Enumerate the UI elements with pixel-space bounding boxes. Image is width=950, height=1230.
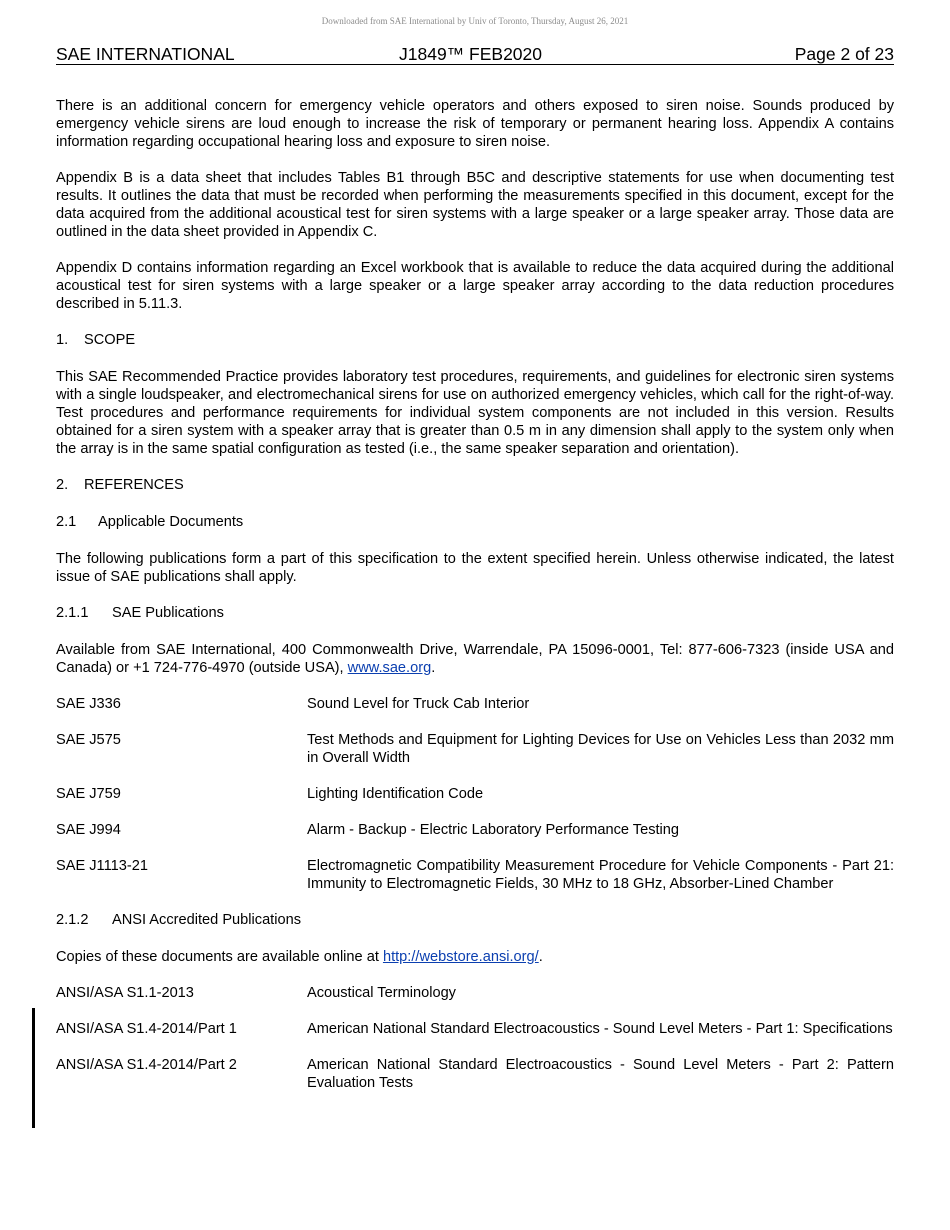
reference-code: SAE J336 bbox=[56, 696, 121, 712]
section-title: SAE Publications bbox=[112, 605, 224, 621]
intro-paragraph-appendix-d: Appendix D contains information regarding an Excel workbook that is available to reduce the data acquired during the additional acoustical test for siren systems with a large speaker or a large speaker array according to the data reduction procedures described in 5.11.3. bbox=[56, 260, 894, 312]
header-publisher: SAE INTERNATIONAL bbox=[56, 44, 235, 64]
reference-title: Sound Level for Truck Cab Interior bbox=[307, 696, 530, 712]
reference-row bbox=[56, 984, 894, 1002]
reference-title: Acoustical Terminology bbox=[307, 985, 456, 1001]
download-watermark: Downloaded from SAE International by Univ of Toronto, Thursday, August 26, 2021 bbox=[321, 16, 629, 26]
reference-code: SAE J994 bbox=[56, 822, 121, 838]
ansi-webstore-link[interactable]: http://webstore.ansi.org/ bbox=[382, 949, 539, 965]
reference-title: American National Standard Electroacoustics - Sound Level Meters - Part 2: Pattern Evaluation Tests bbox=[307, 1057, 894, 1091]
reference-code: SAE J759 bbox=[56, 786, 121, 802]
header-page-number: Page 2 of 23 bbox=[794, 44, 894, 64]
ansi-availability-paragraph bbox=[56, 948, 894, 966]
reference-title: Lighting Identification Code bbox=[307, 786, 484, 802]
sae-availability-paragraph bbox=[56, 641, 894, 677]
reference-title: American National Standard Electroacoustics - Sound Level Meters - Part 1: Specifications bbox=[307, 1021, 893, 1037]
section-title: ANSI Accredited Publications bbox=[112, 912, 302, 928]
sae-reference-list bbox=[56, 695, 894, 893]
section-heading-scope bbox=[56, 331, 894, 349]
reference-code: SAE J1113-21 bbox=[56, 858, 148, 874]
reference-code: ANSI/ASA S1.4-2014/Part 1 bbox=[56, 1021, 237, 1037]
sae-availability-text: Available from SAE International, 400 Commonwealth Drive, Warrendale, PA 15096-0001, Tel: 877-606-7323 (inside USA and Canada) or +1 724-776-4970 (outside USA), bbox=[56, 642, 894, 676]
section-number: 2.1.2 bbox=[56, 912, 89, 928]
document-body bbox=[56, 97, 894, 1110]
ansi-availability-text: Copies of these documents are available online at bbox=[56, 949, 383, 965]
applicable-documents-paragraph: The following publications form a part of this specification to the extent specified herein. Unless otherwise indicated, the latest issue of SAE publications shall apply. bbox=[56, 551, 894, 585]
reference-row bbox=[56, 785, 894, 803]
header-document-id: J1849™ FEB2020 bbox=[399, 44, 543, 64]
reference-code: ANSI/ASA S1.1-2013 bbox=[56, 985, 194, 1001]
reference-title: Alarm - Backup - Electric Laboratory Performance Testing bbox=[307, 822, 680, 838]
section-title: Applicable Documents bbox=[98, 514, 244, 530]
reference-row bbox=[56, 821, 894, 839]
section-heading-ansi-publications bbox=[56, 911, 894, 929]
intro-paragraph-hearing-loss: There is an additional concern for emergency vehicle operators and others exposed to siren noise. Sounds produced by emergency vehicle sirens are loud enough to increase the risk of temporary or permanent hearing loss. Appendix A contains information regarding occupational hearing loss and exposure to siren noise. bbox=[56, 98, 894, 150]
section-heading-applicable-documents bbox=[56, 513, 894, 531]
ansi-availability-suffix: . bbox=[538, 949, 543, 965]
section-number: 2.1 bbox=[56, 514, 77, 530]
reference-row bbox=[56, 1020, 894, 1038]
reference-row bbox=[56, 1056, 894, 1092]
intro-paragraph-appendix-b: Appendix B is a data sheet that includes Tables B1 through B5C and descriptive statements for use when documenting test results. It outlines the data that must be recorded when performing the measurements specified in this document, except for the data acquired from the additional acoustical test for siren systems with a large speaker or a large speaker array. Those data are outlined in the data sheet provided in Appendix C. bbox=[56, 170, 894, 240]
section-title: SCOPE bbox=[84, 332, 136, 348]
sae-website-link[interactable]: www.sae.org bbox=[347, 660, 432, 676]
revision-change-bar bbox=[32, 1008, 35, 1128]
reference-title: Electromagnetic Compatibility Measurement Procedure for Vehicle Components - Part 21: Immunity to Electromagnetic Fields, 30 MHz to 18 GHz, Absorber-Lined Chamber bbox=[307, 858, 894, 892]
scope-paragraph: This SAE Recommended Practice provides laboratory test procedures, requirements, and guidelines for electronic siren systems with a single loudspeaker, and electromechanical sirens for use on authorized emergency vehicles, which call for the right-of-way. Test procedures and performance requirements for individual system components are not included in this version. Results obtained for a siren system with a speaker array that is greater than 0.5 m in any dimension shall apply to the system only when the array is in the same spatial configuration as tested (i.e., the same speaker separation and orientation). bbox=[56, 369, 894, 457]
section-number: 2. bbox=[56, 477, 69, 493]
page-header bbox=[56, 44, 894, 65]
section-heading-sae-publications bbox=[56, 604, 894, 622]
reference-code: SAE J575 bbox=[56, 732, 121, 748]
reference-row bbox=[56, 695, 894, 713]
sae-availability-suffix: . bbox=[431, 660, 436, 676]
section-number: 2.1.1 bbox=[56, 605, 89, 621]
ansi-reference-list bbox=[56, 984, 894, 1092]
reference-code: ANSI/ASA S1.4-2014/Part 2 bbox=[56, 1057, 237, 1073]
reference-row bbox=[56, 731, 894, 767]
reference-title: Test Methods and Equipment for Lighting Devices for Use on Vehicles Less than 2032 mm in Overall Width bbox=[307, 732, 894, 766]
reference-row bbox=[56, 857, 894, 893]
section-number: 1. bbox=[56, 332, 69, 348]
section-heading-references bbox=[56, 476, 894, 494]
section-title: REFERENCES bbox=[84, 477, 184, 493]
